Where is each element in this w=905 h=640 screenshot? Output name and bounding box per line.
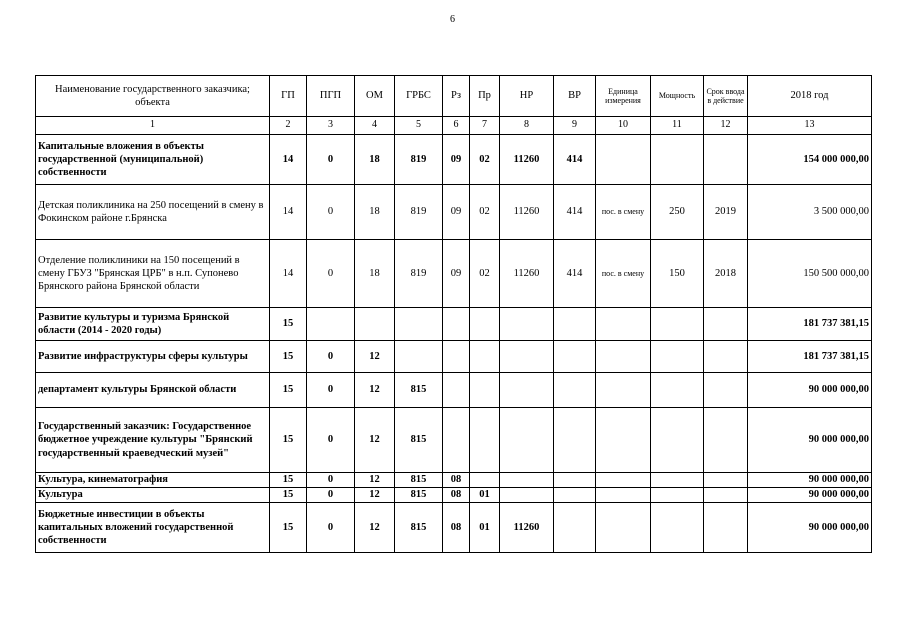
table-cell: 15 xyxy=(270,373,307,408)
table-cell: 0 xyxy=(307,473,355,488)
table-cell: 2018 xyxy=(704,240,748,308)
row-name-cell: Развитие инфраструктуры сферы культуры xyxy=(36,341,270,373)
column-number: 7 xyxy=(470,117,500,135)
table-cell: 414 xyxy=(554,135,596,185)
header-year-2018: 2018 год xyxy=(748,76,872,117)
table-cell xyxy=(554,373,596,408)
table-cell: 815 xyxy=(395,408,443,473)
table-row xyxy=(36,503,872,553)
table-cell xyxy=(500,408,554,473)
table-cell xyxy=(470,308,500,341)
table-cell xyxy=(704,473,748,488)
table-cell: 15 xyxy=(270,473,307,488)
table-cell xyxy=(651,373,704,408)
unit-cell: пос. в смену xyxy=(596,240,651,308)
table-cell: 815 xyxy=(395,473,443,488)
table-cell: 0 xyxy=(307,373,355,408)
table-cell: 0 xyxy=(307,185,355,240)
unit-cell: пос. в смену xyxy=(596,185,651,240)
table-cell: 12 xyxy=(355,373,395,408)
table-row xyxy=(36,373,872,408)
amount-2018-cell: 90 000 000,00 xyxy=(748,473,872,488)
table-cell: 08 xyxy=(443,488,470,503)
table-cell xyxy=(554,408,596,473)
header-pgp: ПГП xyxy=(307,76,355,117)
table-cell: 0 xyxy=(307,488,355,503)
amount-2018-cell: 90 000 000,00 xyxy=(748,503,872,553)
table-cell xyxy=(443,341,470,373)
table-cell: 09 xyxy=(443,240,470,308)
table-cell: 414 xyxy=(554,240,596,308)
header-gp: ГП xyxy=(270,76,307,117)
unit-cell xyxy=(596,135,651,185)
column-number: 9 xyxy=(554,117,596,135)
table-cell: 01 xyxy=(470,503,500,553)
table-cell: 11260 xyxy=(500,135,554,185)
amount-2018-cell: 150 500 000,00 xyxy=(748,240,872,308)
table-row xyxy=(36,341,872,373)
table-cell xyxy=(651,341,704,373)
table-cell: 15 xyxy=(270,408,307,473)
table-cell: 02 xyxy=(470,185,500,240)
table-cell xyxy=(704,373,748,408)
table-cell: 819 xyxy=(395,185,443,240)
table-cell xyxy=(500,473,554,488)
table-cell: 0 xyxy=(307,341,355,373)
column-number: 2 xyxy=(270,117,307,135)
table-body xyxy=(36,135,872,553)
unit-cell xyxy=(596,373,651,408)
column-number: 10 xyxy=(596,117,651,135)
table-cell xyxy=(500,341,554,373)
row-name-cell: Государственный заказчик: Государственное бюджетное учреждение культуры "Брянский государственный краеведческий музей" xyxy=(36,408,270,473)
header-pr: Пр xyxy=(470,76,500,117)
table-cell: 11260 xyxy=(500,240,554,308)
table-header xyxy=(36,76,872,135)
unit-cell xyxy=(596,341,651,373)
table-row xyxy=(36,240,872,308)
table-cell xyxy=(395,308,443,341)
table-cell: 150 xyxy=(651,240,704,308)
table-cell: 02 xyxy=(470,135,500,185)
table-cell xyxy=(470,473,500,488)
column-number: 12 xyxy=(704,117,748,135)
table-cell xyxy=(704,308,748,341)
unit-cell xyxy=(596,308,651,341)
table-cell xyxy=(554,488,596,503)
header-om: ОМ xyxy=(355,76,395,117)
table-row xyxy=(36,473,872,488)
table-row xyxy=(36,408,872,473)
table-cell: 414 xyxy=(554,185,596,240)
amount-2018-cell: 154 000 000,00 xyxy=(748,135,872,185)
unit-cell xyxy=(596,408,651,473)
table-cell: 18 xyxy=(355,240,395,308)
table-row xyxy=(36,135,872,185)
table-cell: 14 xyxy=(270,135,307,185)
table-cell xyxy=(554,341,596,373)
header-nr: НР xyxy=(500,76,554,117)
amount-2018-cell: 181 737 381,15 xyxy=(748,341,872,373)
table-cell xyxy=(554,473,596,488)
amount-2018-cell: 3 500 000,00 xyxy=(748,185,872,240)
table-cell xyxy=(704,341,748,373)
table-cell: 02 xyxy=(470,240,500,308)
table-cell xyxy=(704,135,748,185)
table-cell: 12 xyxy=(355,503,395,553)
table-cell: 11260 xyxy=(500,503,554,553)
table-cell: 0 xyxy=(307,135,355,185)
table-cell: 15 xyxy=(270,503,307,553)
table-cell: 15 xyxy=(270,308,307,341)
column-number: 6 xyxy=(443,117,470,135)
table-cell: 09 xyxy=(443,185,470,240)
unit-cell xyxy=(596,488,651,503)
row-name-cell: Культура, кинематография xyxy=(36,473,270,488)
header-vr: ВР xyxy=(554,76,596,117)
table-cell xyxy=(500,488,554,503)
table-cell: 08 xyxy=(443,473,470,488)
table-cell xyxy=(500,308,554,341)
table-cell: 819 xyxy=(395,135,443,185)
table-cell: 0 xyxy=(307,408,355,473)
table-cell: 815 xyxy=(395,373,443,408)
table-cell xyxy=(651,408,704,473)
table-cell: 15 xyxy=(270,488,307,503)
table-cell: 815 xyxy=(395,488,443,503)
header-grbs: ГРБС xyxy=(395,76,443,117)
unit-cell xyxy=(596,473,651,488)
table-cell: 12 xyxy=(355,473,395,488)
table-cell: 0 xyxy=(307,503,355,553)
column-number: 5 xyxy=(395,117,443,135)
table-cell: 11260 xyxy=(500,185,554,240)
table-cell xyxy=(704,488,748,503)
table-cell: 12 xyxy=(355,341,395,373)
row-name-cell: Бюджетные инвестиции в объекты капитальных вложений государственной собственности xyxy=(36,503,270,553)
table-cell xyxy=(470,373,500,408)
column-number: 8 xyxy=(500,117,554,135)
row-name-cell: Капитальные вложения в объекты государственной (муниципальной) собственности xyxy=(36,135,270,185)
row-name-cell: Отделение поликлиники на 150 посещений в смену ГБУЗ "Брянская ЦРБ" в н.п. Супонево Брянского района Брянской области xyxy=(36,240,270,308)
column-number: 11 xyxy=(651,117,704,135)
table-row xyxy=(36,488,872,503)
header-capacity: Мощность xyxy=(651,76,704,117)
table-cell: 0 xyxy=(307,240,355,308)
column-number: 3 xyxy=(307,117,355,135)
header-commission-date: Срок ввода в действие xyxy=(704,76,748,117)
table-cell: 819 xyxy=(395,240,443,308)
unit-cell xyxy=(596,503,651,553)
table-cell xyxy=(443,308,470,341)
table-cell xyxy=(704,503,748,553)
header-rz: Рз xyxy=(443,76,470,117)
table-cell xyxy=(395,341,443,373)
table-cell xyxy=(554,503,596,553)
table-cell: 14 xyxy=(270,240,307,308)
table-cell xyxy=(443,408,470,473)
row-name-cell: департамент культуры Брянской области xyxy=(36,373,270,408)
amount-2018-cell: 181 737 381,15 xyxy=(748,308,872,341)
table-cell xyxy=(443,373,470,408)
table-cell xyxy=(470,341,500,373)
table-cell xyxy=(651,488,704,503)
page-number: 6 xyxy=(450,14,455,25)
row-name-cell: Культура xyxy=(36,488,270,503)
table-cell xyxy=(651,473,704,488)
table-cell xyxy=(307,308,355,341)
table-cell: 18 xyxy=(355,135,395,185)
column-number-row xyxy=(36,117,872,135)
table-cell xyxy=(554,308,596,341)
table-cell: 12 xyxy=(355,488,395,503)
table-cell: 08 xyxy=(443,503,470,553)
table-cell: 14 xyxy=(270,185,307,240)
table-cell: 15 xyxy=(270,341,307,373)
table-cell: 09 xyxy=(443,135,470,185)
table-cell xyxy=(651,135,704,185)
table-cell: 250 xyxy=(651,185,704,240)
table-cell: 18 xyxy=(355,185,395,240)
amount-2018-cell: 90 000 000,00 xyxy=(748,373,872,408)
budget-table xyxy=(35,75,872,553)
table-cell xyxy=(651,308,704,341)
row-name-cell: Развитие культуры и туризма Брянской области (2014 - 2020 годы) xyxy=(36,308,270,341)
table-cell xyxy=(355,308,395,341)
table-cell xyxy=(470,408,500,473)
table-cell xyxy=(500,373,554,408)
header-name: Наименование государственного заказчика; объекта xyxy=(36,76,270,117)
column-number: 4 xyxy=(355,117,395,135)
table-cell xyxy=(651,503,704,553)
column-number: 13 xyxy=(748,117,872,135)
table-row xyxy=(36,308,872,341)
table-row xyxy=(36,185,872,240)
header-unit: Единица измерения xyxy=(596,76,651,117)
table-cell xyxy=(704,408,748,473)
column-number: 1 xyxy=(36,117,270,135)
table-cell: 2019 xyxy=(704,185,748,240)
table-cell: 01 xyxy=(470,488,500,503)
row-name-cell: Детская поликлиника на 250 посещений в смену в Фокинском районе г.Брянска xyxy=(36,185,270,240)
table-cell: 815 xyxy=(395,503,443,553)
amount-2018-cell: 90 000 000,00 xyxy=(748,408,872,473)
table-cell: 12 xyxy=(355,408,395,473)
amount-2018-cell: 90 000 000,00 xyxy=(748,488,872,503)
